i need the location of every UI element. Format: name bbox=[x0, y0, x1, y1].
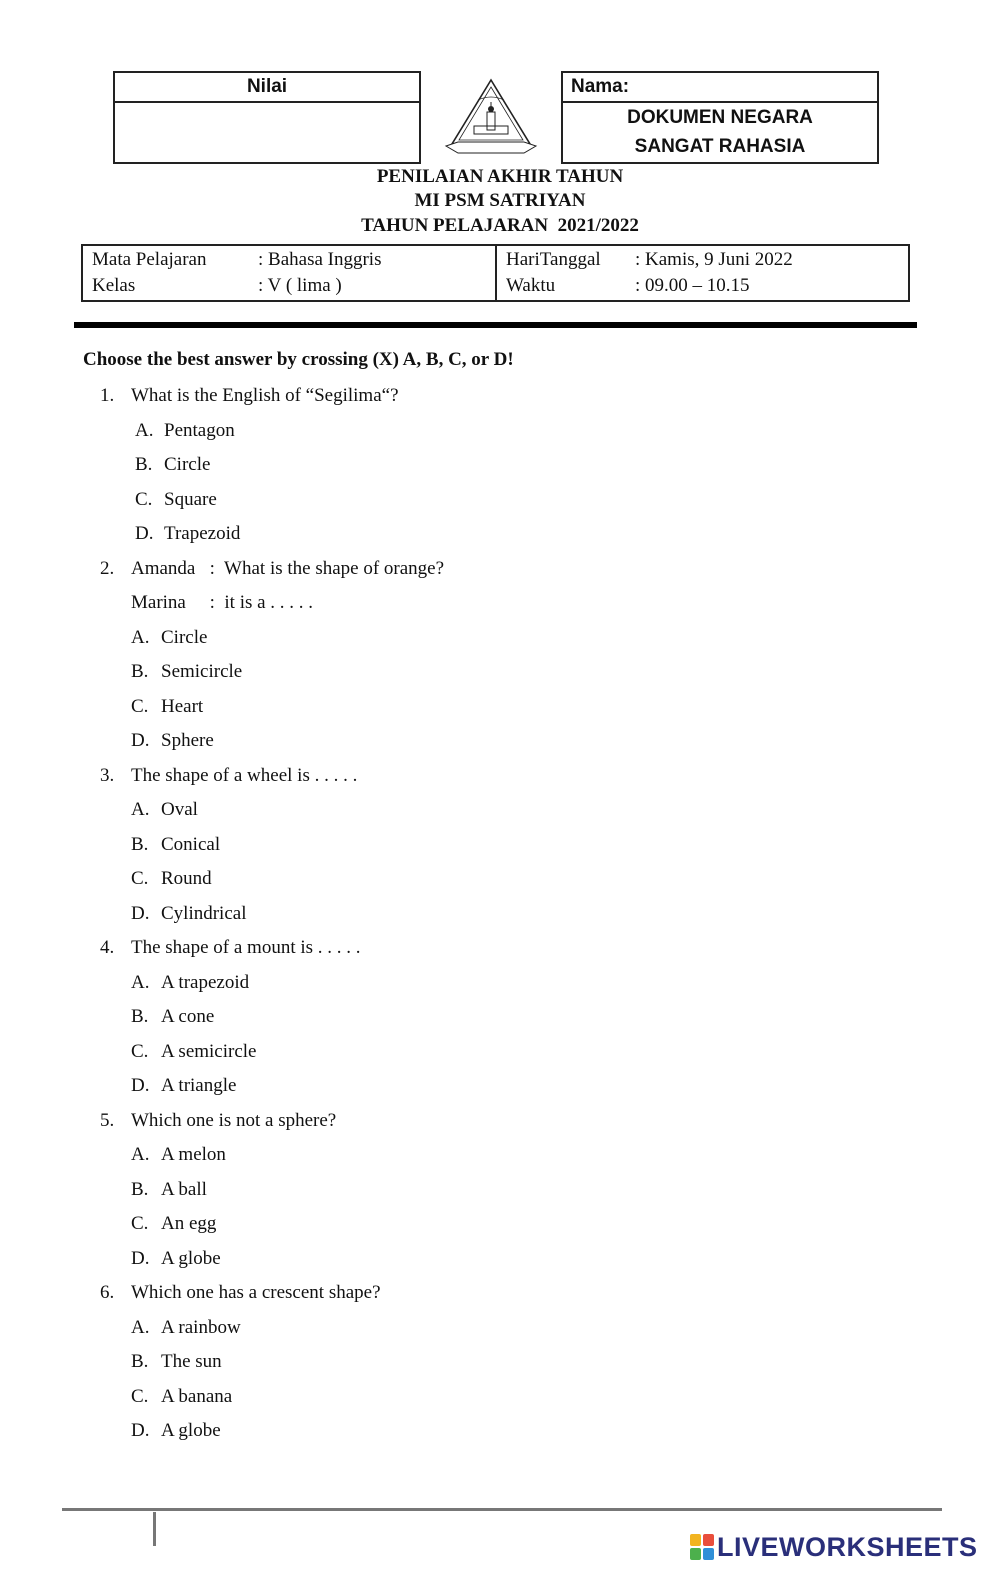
question-text: Which one has a crescent shape? bbox=[131, 1282, 381, 1303]
option-letter: D. bbox=[131, 1420, 150, 1441]
exam-title: PENILAIAN AKHIR TAHUN bbox=[376, 166, 624, 187]
subject-label: Mata Pelajaran bbox=[92, 249, 207, 270]
time-label: Waktu bbox=[506, 275, 556, 296]
score-box bbox=[113, 71, 421, 164]
school-logo bbox=[444, 76, 538, 160]
class-value: : V ( lima ) bbox=[258, 275, 342, 296]
time-value: : 09.00 – 10.15 bbox=[635, 275, 750, 296]
option-letter: B. bbox=[135, 454, 153, 475]
option-letter: D. bbox=[131, 902, 150, 924]
option-text: Oval bbox=[161, 799, 198, 820]
option-letter: C. bbox=[131, 1040, 149, 1062]
option-text: Circle bbox=[161, 626, 208, 648]
question-number: 6. bbox=[100, 1282, 115, 1303]
subject-value: : Bahasa Inggris bbox=[258, 249, 382, 270]
score-field[interactable] bbox=[115, 103, 419, 162]
option-letter: D. bbox=[135, 523, 154, 544]
liveworksheets-brand-text: LIVEWORKSHEETS bbox=[717, 1531, 978, 1562]
option-letter: A. bbox=[131, 1144, 150, 1165]
option-letter: C. bbox=[131, 1385, 149, 1407]
question-text: What is the English of “Segilima“? bbox=[131, 385, 399, 406]
question-text: Amanda : What is the shape of orange? bbox=[131, 557, 445, 579]
option-letter: C. bbox=[131, 1213, 149, 1234]
option-text: A ball bbox=[161, 1178, 207, 1200]
option-text: A triangle bbox=[161, 1075, 237, 1096]
school-year: TAHUN PELAJARAN 2021/2022 bbox=[361, 215, 639, 236]
question-dialogue-line: Marina : it is a . . . . . bbox=[131, 592, 314, 613]
option-text: A banana bbox=[161, 1385, 233, 1407]
option-text: A semicircle bbox=[161, 1040, 257, 1062]
day-date-value: : Kamis, 9 Juni 2022 bbox=[635, 249, 793, 270]
option-text: Conical bbox=[161, 833, 221, 855]
option-text: Square bbox=[164, 488, 217, 510]
option-letter: A. bbox=[135, 419, 154, 441]
question-number: 1. bbox=[100, 385, 115, 406]
header-divider bbox=[74, 322, 917, 328]
secret-line-1: DOKUMEN NEGARA bbox=[627, 107, 813, 128]
question-number: 3. bbox=[100, 764, 115, 786]
liveworksheets-logo[interactable] bbox=[690, 1530, 978, 1564]
option-letter: B. bbox=[131, 1178, 149, 1200]
question-text: Which one is not a sphere? bbox=[131, 1109, 337, 1131]
option-letter: A. bbox=[131, 626, 150, 648]
name-box bbox=[561, 71, 879, 164]
option-text: The sun bbox=[161, 1351, 222, 1372]
info-table-divider bbox=[495, 246, 497, 300]
secret-line-2: SANGAT RAHASIA bbox=[634, 136, 806, 157]
instructions: Choose the best answer by crossing (X) A, B, C, or D! bbox=[83, 349, 514, 370]
option-text: Heart bbox=[161, 695, 204, 717]
option-text: Circle bbox=[164, 454, 211, 475]
option-letter: C. bbox=[135, 488, 153, 510]
footer-rule bbox=[62, 1508, 942, 1511]
option-letter: A. bbox=[131, 799, 150, 820]
option-letter: D. bbox=[131, 1247, 150, 1269]
liveworksheets-icon bbox=[690, 1534, 714, 1560]
option-text: A globe bbox=[161, 1420, 221, 1441]
class-label: Kelas bbox=[92, 275, 136, 296]
option-text: Cylindrical bbox=[161, 902, 247, 924]
question-number: 5. bbox=[100, 1109, 115, 1131]
option-text: A cone bbox=[161, 1006, 215, 1027]
option-text: A trapezoid bbox=[161, 971, 250, 993]
footer-tick bbox=[153, 1512, 156, 1546]
name-label[interactable]: Nama: bbox=[563, 73, 877, 103]
option-text: Sphere bbox=[161, 730, 214, 751]
option-letter: A. bbox=[131, 971, 150, 993]
option-letter: B. bbox=[131, 1351, 149, 1372]
option-text: Trapezoid bbox=[164, 523, 241, 544]
question-number: 4. bbox=[100, 937, 115, 958]
option-text: A rainbow bbox=[161, 1316, 241, 1338]
day-date-label: HariTanggal bbox=[506, 249, 601, 270]
option-letter: D. bbox=[131, 1075, 150, 1096]
option-letter: D. bbox=[131, 730, 150, 751]
school-name: MI PSM SATRIYAN bbox=[414, 190, 586, 211]
score-label: Nilai bbox=[115, 73, 419, 103]
option-text: Round bbox=[161, 868, 212, 889]
option-letter: C. bbox=[131, 695, 149, 717]
option-text: Semicircle bbox=[161, 661, 243, 682]
option-text: A melon bbox=[161, 1144, 226, 1165]
option-letter: B. bbox=[131, 661, 149, 682]
question-text: The shape of a mount is . . . . . bbox=[131, 937, 361, 958]
option-text: Pentagon bbox=[164, 419, 235, 441]
school-logo-emblem bbox=[444, 76, 538, 160]
option-letter: A. bbox=[131, 1316, 150, 1338]
question-number: 2. bbox=[100, 557, 115, 579]
option-text: A globe bbox=[161, 1247, 221, 1269]
option-letter: C. bbox=[131, 868, 149, 889]
option-letter: B. bbox=[131, 833, 149, 855]
question-text: The shape of a wheel is . . . . . bbox=[131, 764, 358, 786]
option-text: An egg bbox=[161, 1213, 217, 1234]
exam-info-table bbox=[81, 244, 910, 302]
option-letter: B. bbox=[131, 1006, 149, 1027]
